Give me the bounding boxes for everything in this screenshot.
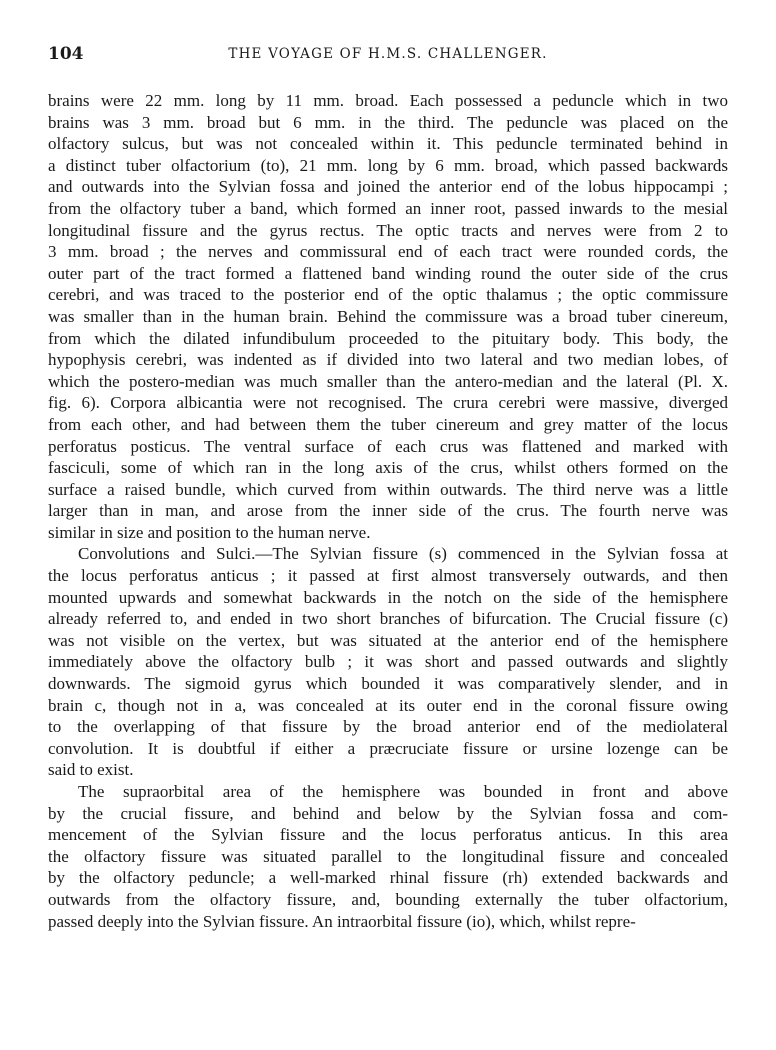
text-line: said to exist. [48,760,134,780]
text-line: downwards. The sigmoid gyrus which bounded it was comparatively slender, and in [48,674,728,694]
text-line: mounted upwards and somewhat backwards in the notch on the side of the hemisphere [48,587,728,607]
text-line: from each other, and had between them the tuber cinereum and grey matter of the locus [48,414,728,434]
text-line: from which the dilated infundibulum proceeded to the pituitary body. This body, the [48,328,728,348]
text-line: surface a raised bundle, which curved from within outwards. The third nerve was a little [48,479,728,499]
text-line: The supraorbital area of the hemisphere was bounded in front and above [78,782,728,801]
page-header [48,44,728,68]
paragraph-convolutions-and-sulci [48,543,728,781]
text-line: the olfactory fissure was situated parallel to the longitudinal fissure and concealed [48,846,728,866]
text-line: hypophysis cerebri, was indented as if divided into two lateral and two median lobes, of [48,350,728,370]
text-line: brains was 3 mm. broad but 6 mm. in the third. The peduncle was placed on the [48,112,728,132]
text-line: a distinct tuber olfactorium (to), 21 mm. long by 6 mm. broad, which passed backwards [48,155,728,175]
text-line: the locus perforatus anticus ; it passed at first almost transversely outwards, and then [48,566,728,586]
text-line: which the postero-median was much smaller than the antero-median and the lateral (Pl. X. [48,371,728,391]
text-line: from the olfactory tuber a band, which formed an inner root, passed inwards to the mesial [48,198,728,218]
text-line: and outwards into the Sylvian fossa and joined the anterior end of the lobus hippocampi ; [48,177,728,197]
text-line: perforatus posticus. The ventral surface of each crus was flattened and marked with [48,436,728,456]
text-line: was not visible on the vertex, but was situated at the anterior end of the hemisphere [48,630,728,650]
text-line: by the crucial fissure, and behind and below by the Sylvian fossa and com- [48,803,728,823]
text-line: by the olfactory peduncle; a well-marked rhinal fissure (rh) extended backwards and [48,868,728,888]
page-number: 104 [48,44,84,64]
text-line: fig. 6). Corpora albicantia were not recognised. The crura cerebri were massive, diverged [48,393,728,413]
paragraph-supraorbital-area [48,781,728,932]
text-line: brains were 22 mm. long by 11 mm. broad. Each possessed a peduncle which in two [48,91,728,110]
text-line: larger than in man, and arose from the inner side of the crus. The fourth nerve was [48,501,728,521]
text-line: was smaller than in the human brain. Behind the commissure was a broad tuber cinereum, [48,306,728,326]
running-title: THE VOYAGE OF H.M.S. CHALLENGER. [228,46,548,62]
text-line: similar in size and position to the human nerve. [48,522,371,542]
body-text [48,90,728,932]
text-line: passed deeply into the Sylvian fissure. An intraorbital fissure (io), which, whilst repre- [48,911,636,931]
text-line: 3 mm. broad ; the nerves and commissural end of each tract were rounded cords, the [48,242,728,262]
text-line: mencement of the Sylvian fissure and the locus perforatus anticus. In this area [48,825,728,845]
text-line: longitudinal fissure and the gyrus rectus. The optic tracts and nerves were from 2 to [48,220,728,240]
paragraph-brain-description [48,90,728,543]
text-line: Convolutions and Sulci.—The Sylvian fissure (s) commenced in the Sylvian fossa at [78,544,728,564]
text-line: immediately above the olfactory bulb ; it was short and passed outwards and slightly [48,652,728,672]
text-line: convolution. It is doubtful if either a præcruciate fissure or ursine lozenge can be [48,738,728,758]
text-line: cerebri, and was traced to the posterior end of the optic thalamus ; the optic commissure [48,285,728,305]
text-line: already referred to, and ended in two short branches of bifurcation. The Crucial fissure (c) [48,609,728,629]
text-line: olfactory sulcus, but was not concealed within it. This peduncle terminated behind in [48,134,728,154]
text-line: outwards from the olfactory fissure, and, bounding externally the tuber olfactorium, [48,889,728,909]
text-line: outer part of the tract formed a flattened band winding round the outer side of the crus [48,263,728,283]
text-line: brain c, though not in a, was concealed at its outer end in the coronal fissure owing [48,695,728,715]
text-line: to the overlapping of that fissure by the broad anterior end of the mediolateral [48,717,728,737]
text-line: fasciculi, some of which ran in the long axis of the crus, whilst others formed on the [48,458,728,478]
